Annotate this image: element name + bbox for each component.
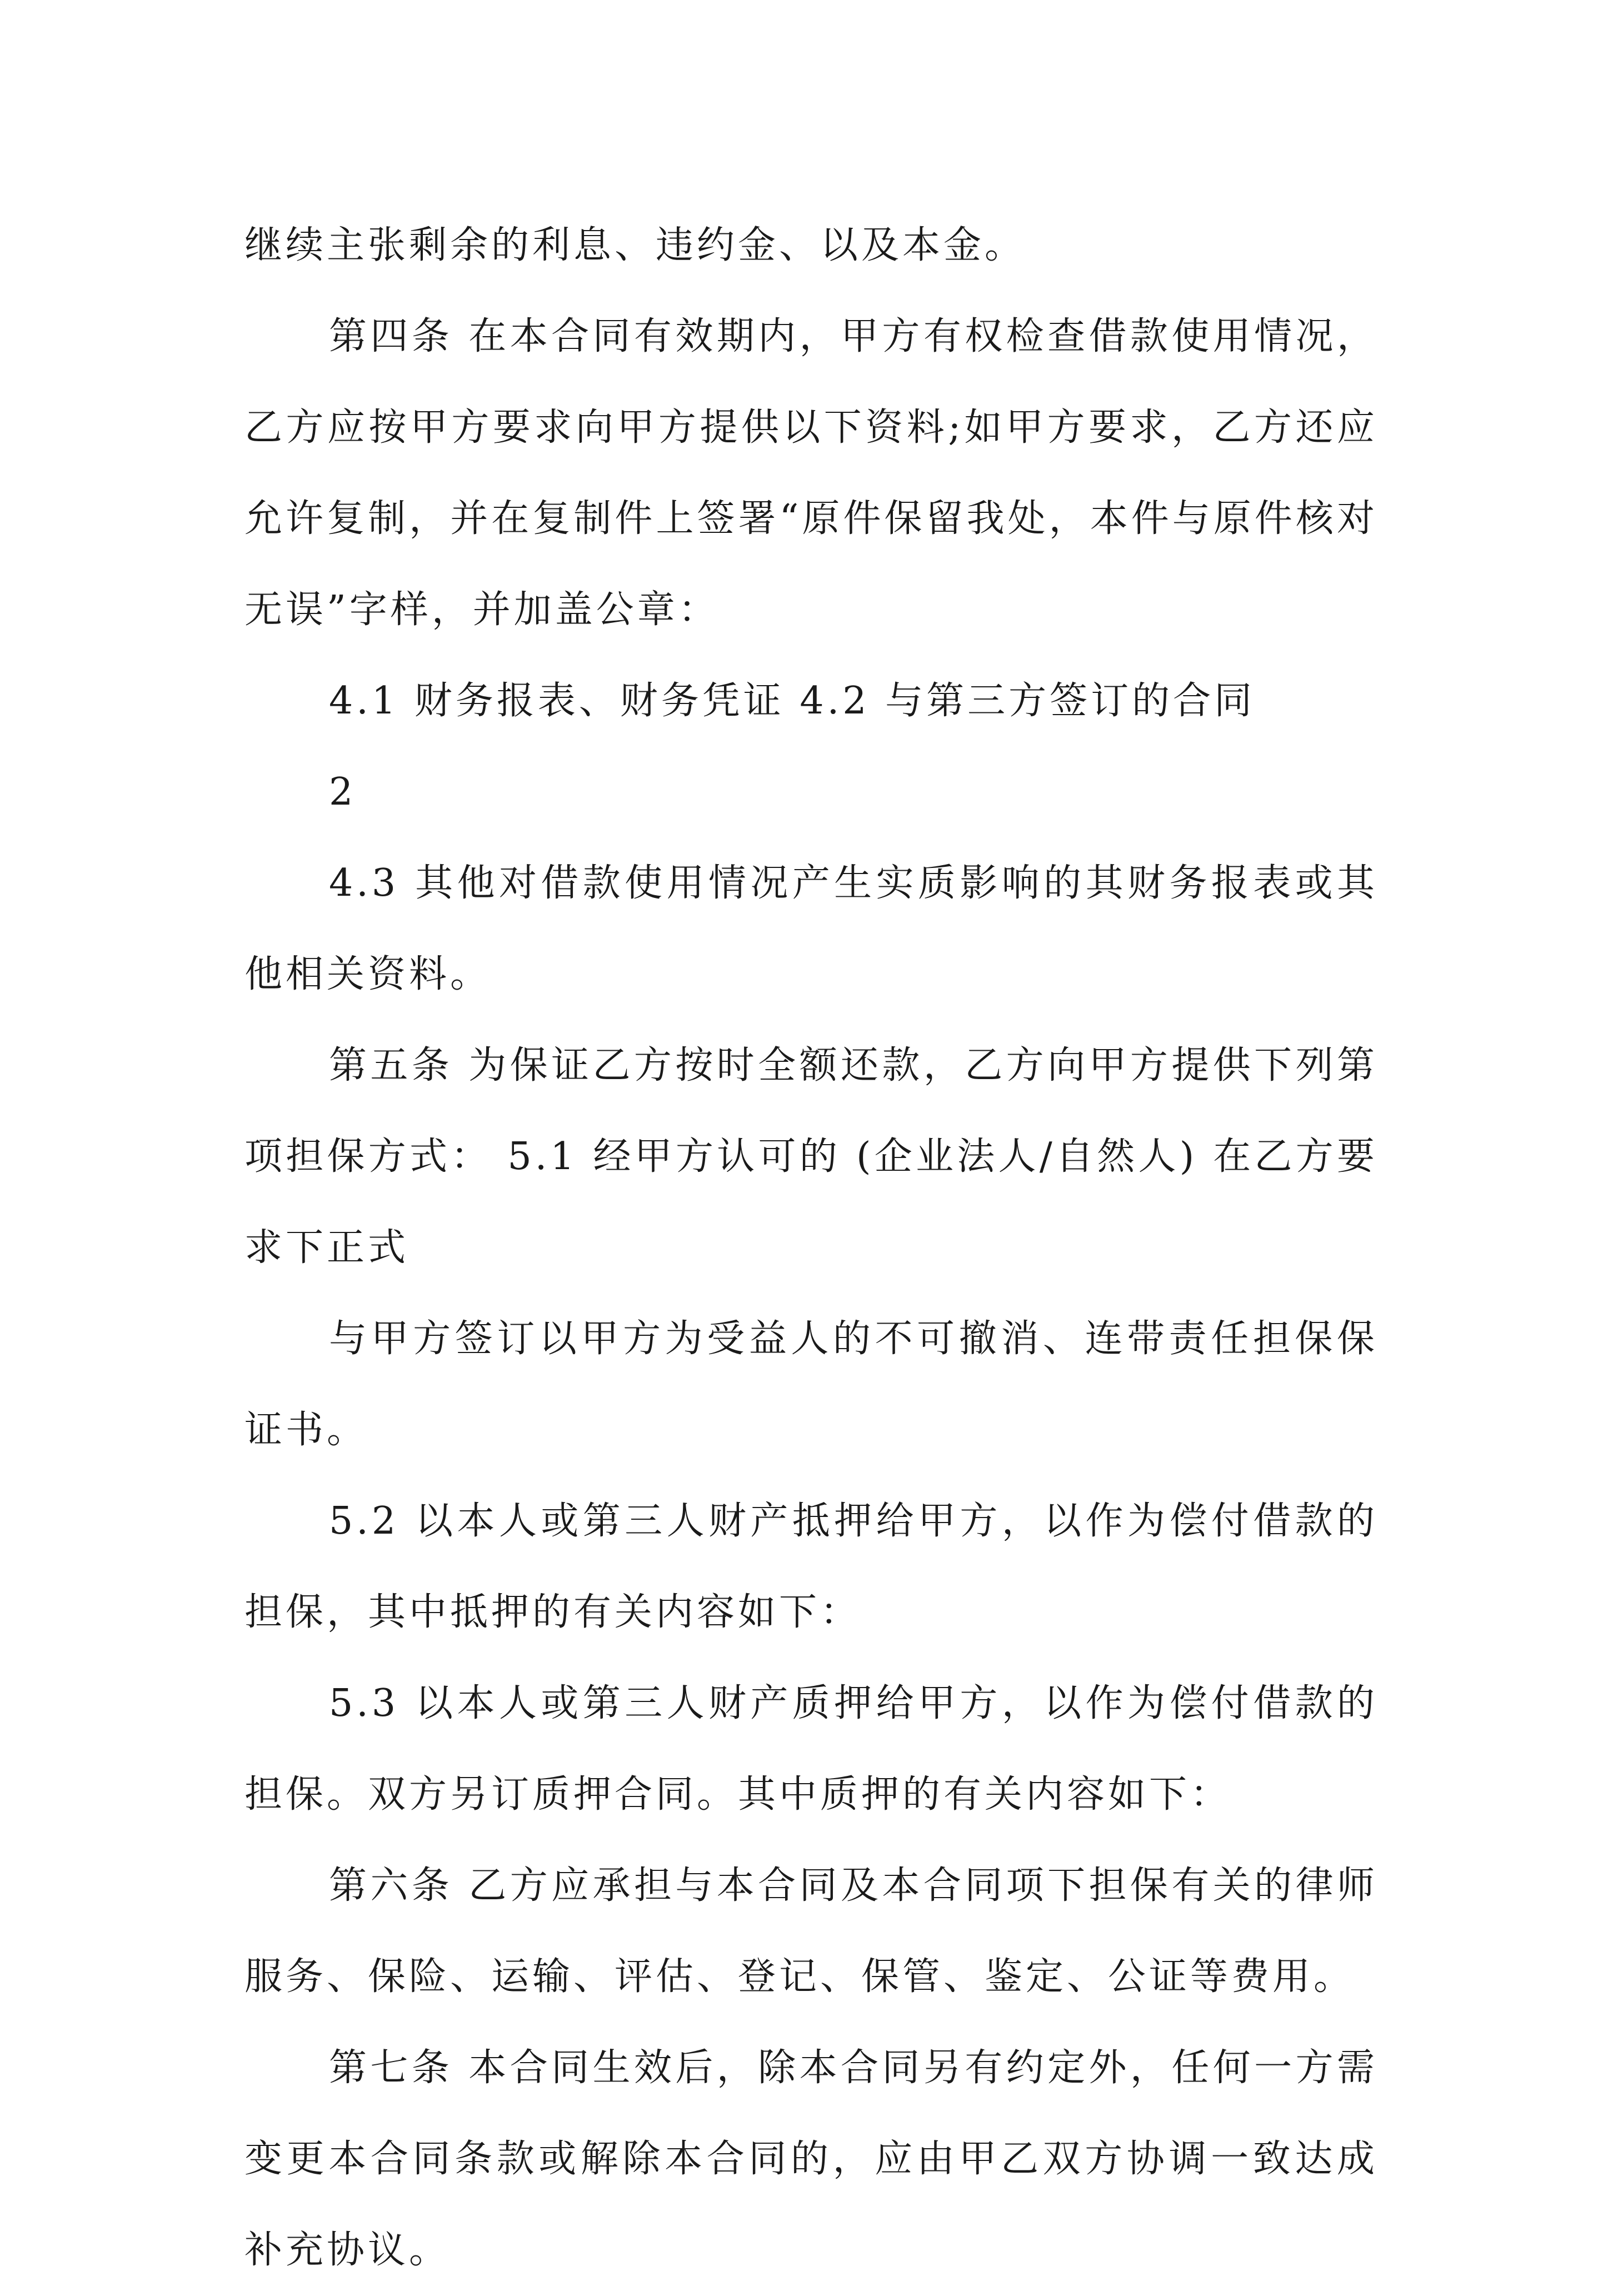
paragraph-article-6: 第六条 乙方应承担与本合同及本合同项下担保有关的律师服务、保险、运输、评估、登记、保管、鉴定、公证等费用。	[244, 1864, 1378, 1999]
paragraph-article-7: 第七条 本合同生效后，除本合同另有约定外，任何一方需变更本合同条款或解除本合同的，应由甲乙双方协调一致达成补充协议。	[244, 2046, 1378, 2272]
paragraph-clause-4-3: 4.3 其他对借款使用情况产生实质影响的其财务报表或其他相关资料。	[244, 861, 1378, 996]
paragraph-guarantee-letter: 与甲方签订以甲方为受益人的不可撤消、连带责任担保保证书。	[244, 1317, 1378, 1452]
paragraph-continuation: 继续主张剩余的利息、违约金、以及本金。	[244, 223, 1026, 267]
paragraph-page-number: 2	[329, 770, 357, 814]
paragraph-clause-5-3: 5.3 以本人或第三人财产质押给甲方，以作为偿付借款的担保。双方另订质押合同。其中质押的有关内容如下：	[244, 1681, 1378, 1816]
paragraph-article-4: 第四条 在本合同有效期内，甲方有权检查借款使用情况，乙方应按甲方要求向甲方提供以下资料;如甲方要求，乙方还应允许复制，并在复制件上签署“原件保留我处，本件与原件核对无误”字样，并加盖公章：	[244, 315, 1378, 632]
paragraph-clause-5-2: 5.2 以本人或第三人财产抵押给甲方，以作为偿付借款的担保，其中抵押的有关内容如下：	[244, 1499, 1378, 1634]
paragraph-article-5: 第五条 为保证乙方按时全额还款，乙方向甲方提供下列第 项担保方式： 5.1 经甲方认可的 (企业法人/自然人) 在乙方要求下正式	[244, 1044, 1378, 1270]
document-body	[244, 200, 1378, 2296]
paragraph-clause-4-1-4-2: 4.1 财务报表、财务凭证 4.2 与第三方签订的合同	[329, 679, 1256, 723]
